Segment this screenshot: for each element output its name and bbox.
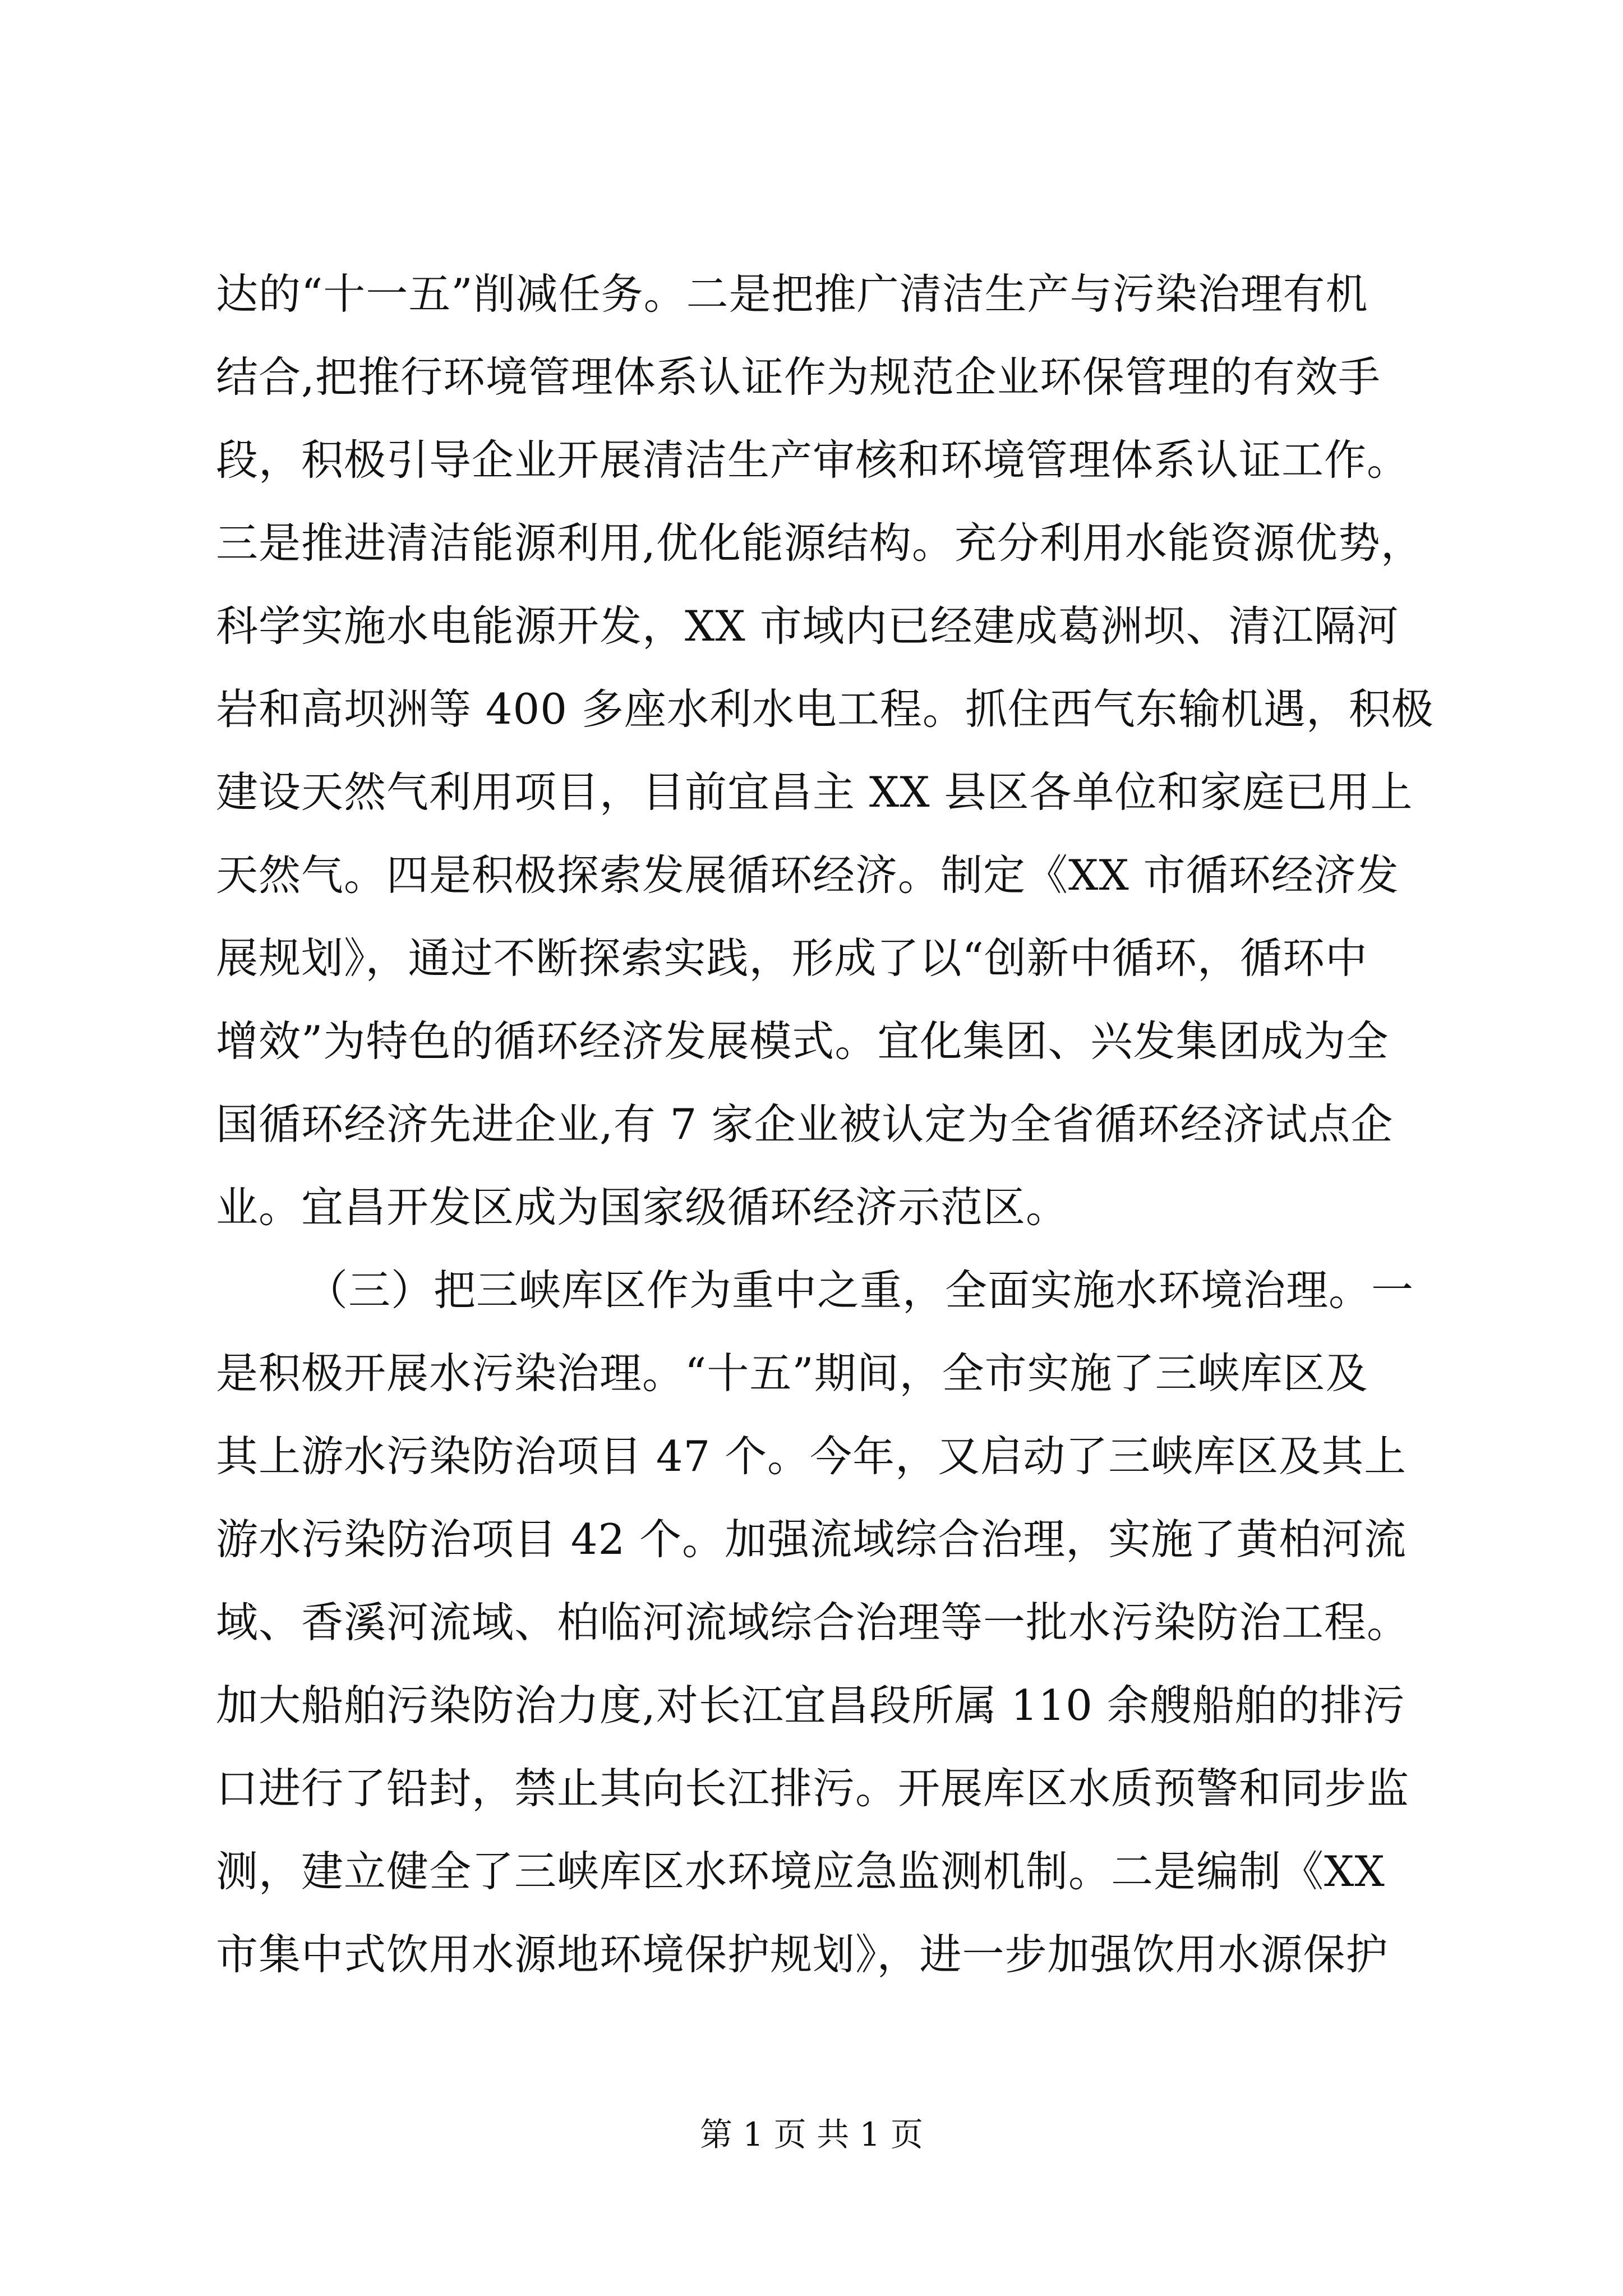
document-page: 达的“十一五”削减任务。二是把推广清洁生产与污染治理有机 结合,把推行环境管理体系认证作为规范企业环保管理的有效手 段，积极引导企业开展清洁生产审核和环境管理体系认证工作。 三是推进清洁能源利用,优化能源结构。充分利用水能资源优势， 科学实施水电能源开发，XX 市域内已经建成葛洲坝、清江隔河 岩和高坝洲等 400 多座水利水电工程。抓住西气东输机遇，积极 建设天然气利用项目，目前宜昌主 XX 县区各单位和家庭已用上 天然气。四是积极探索发展循环经济。制定《XX 市循环经济发 展规划》，通过不断探索实践，形成了以“创新中循环，循环中 增效”为特色的循环经济发展模式。宜化集团、兴发集团成为全 国循环经济先进企业,有 7 家企业被认定为全省循环经济试点企 业。宜昌开发区成为国家级循环经济示范区。 （三）把三峡库区作为重中之重，全面实施水环境治理。一 是积极开展水污染治理。“十五”期间，全市实施了三峡库区及 其上游水污染防治项目 47 个。今年，又启动了三峡库区及其上 游水污染防治项目 42 个。加强流域综合治理，实施了黄柏河流 域、香溪河流域、柏临河流域综合治理等一批水污染防治工程。 加大船舶污染防治力度,对长江宜昌段所属 110 余艘船舶的排污 口进行了铅封，禁止其向长江排污。开展库区水质预警和同步监 测，建立健全了三峡库区水环境应急监测机制。二是编制《XX 市集中式饮用水源地环境保护规划》，进一步加强饮用水源保护 第 1 页 共 1 页	[0, 0, 1623, 2296]
page-number-footer: 第 1 页 共 1 页	[700, 2115, 923, 2154]
